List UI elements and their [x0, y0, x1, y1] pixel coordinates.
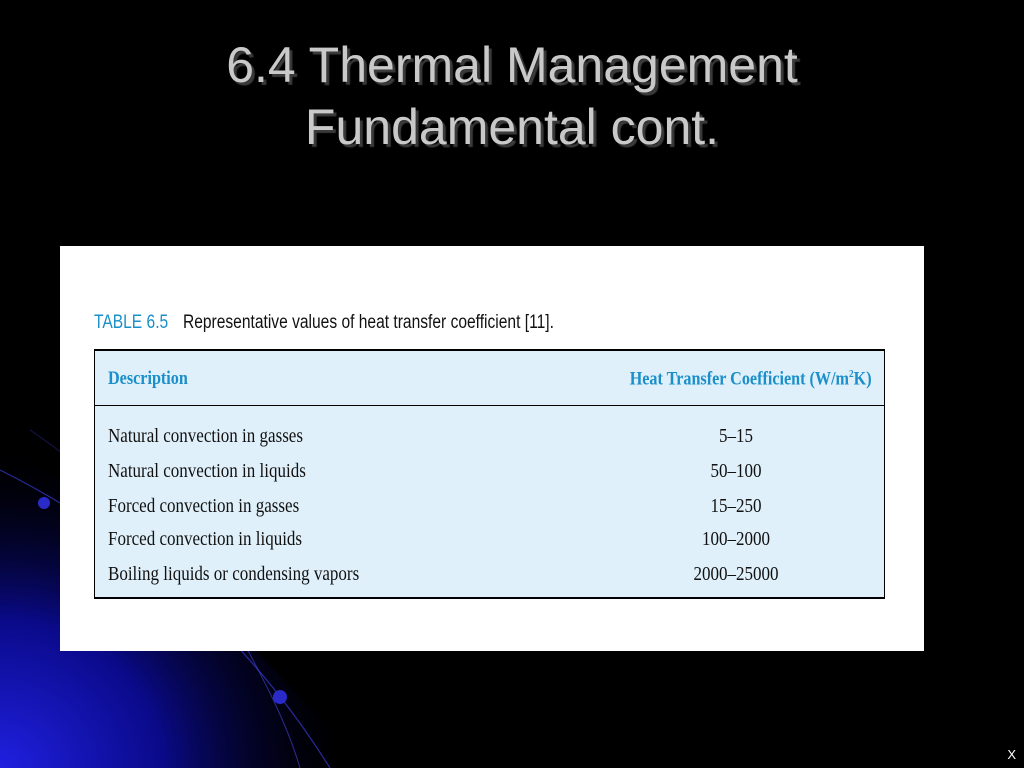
row-description: Forced convection in liquids: [108, 528, 303, 550]
header-value-prefix: Heat Transfer Coefficient (W/m: [630, 368, 850, 390]
table-row: [95, 559, 884, 589]
row-value: 2000–25000: [693, 563, 779, 585]
row-description: Natural convection in liquids: [108, 460, 306, 482]
row-value: 15–250: [710, 495, 762, 517]
decor-dot-1: [38, 497, 50, 509]
close-x-mark[interactable]: X: [1007, 747, 1016, 762]
table-row: [95, 421, 884, 451]
slide-title-line-1: 6.4 Thermal Management: [226, 37, 798, 93]
table-tag: TABLE 6.5: [94, 312, 169, 333]
decor-dot-2: [273, 690, 287, 704]
table-row: [95, 491, 884, 521]
slide-title: [0, 34, 1024, 158]
heat-transfer-table: [94, 349, 885, 599]
table-row: [95, 524, 884, 554]
header-heat-transfer-coefficient: [630, 368, 872, 390]
row-value: 100–2000: [702, 528, 770, 550]
table-row: [95, 456, 884, 486]
header-value-sup: 2: [849, 368, 855, 380]
row-value: 5–15: [719, 425, 753, 447]
table-caption-text: Representative values of heat transfer coefficient [11].: [182, 312, 554, 333]
table-caption: [94, 312, 554, 334]
table-header-row: [95, 351, 884, 406]
slide-title-line-2: Fundamental cont.: [304, 99, 720, 155]
header-value-suffix: K): [854, 368, 872, 390]
table-image-panel: [60, 246, 924, 651]
row-value: 50–100: [710, 460, 762, 482]
row-description: Natural convection in gasses: [108, 425, 303, 447]
row-description: Boiling liquids or condensing vapors: [108, 563, 360, 585]
header-description: Description: [108, 368, 188, 389]
row-description: Forced convection in gasses: [108, 495, 300, 517]
